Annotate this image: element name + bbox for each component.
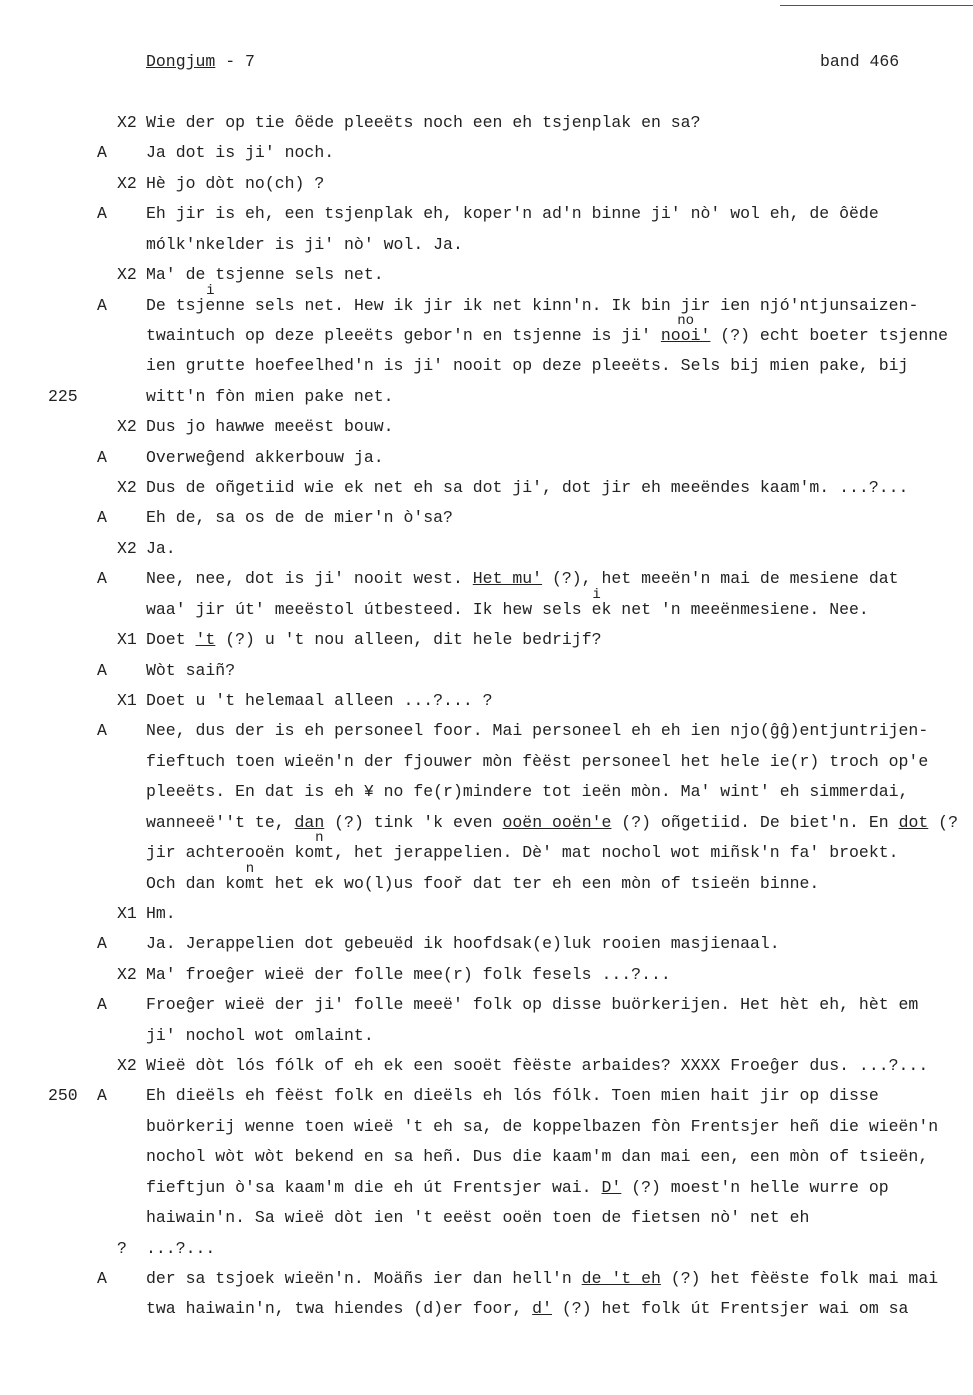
segment-text: buörkerij wenne toen wieë 't eh sa, de koppelbazen fòn Frentsjer heñ die wieën'n [146, 1116, 939, 1136]
segment-text: De tsj [146, 295, 206, 315]
text-segment [928, 813, 958, 832]
line-text [146, 899, 176, 929]
text-segment [146, 630, 196, 649]
text-segment [621, 1178, 888, 1197]
text-segment [146, 387, 394, 406]
line-text [146, 830, 899, 868]
speaker-label: A [97, 447, 107, 467]
text-segment [146, 1056, 928, 1075]
speaker-label: A [97, 721, 107, 741]
segment-text: twa haiwain'n, twa hiendes (d)er foor, [146, 1299, 533, 1319]
line-text [146, 808, 958, 838]
superscript-annotation: n [245, 860, 255, 877]
segment-text: 't [195, 630, 216, 650]
text-segment [205, 282, 216, 315]
text-segment [146, 1269, 582, 1288]
speaker-label: A [97, 995, 107, 1015]
speaker-label: A [97, 569, 107, 589]
speaker-label: A [97, 660, 107, 680]
speaker-label: X1 [117, 903, 137, 923]
line-text [146, 138, 334, 168]
line-text [146, 199, 879, 229]
speaker-label: X1 [117, 690, 137, 710]
segment-text: (?) echt boeter tsjenne [710, 325, 949, 345]
text-segment [146, 143, 334, 162]
line-text [146, 1173, 889, 1203]
line-text [146, 534, 176, 564]
text-segment [146, 174, 324, 193]
text-segment [146, 569, 473, 588]
segment-text: t het ek wo(l)us fooř dat ter eh een mòn of tsieën binne. [254, 873, 820, 893]
underlined-uncertain-word [601, 1178, 621, 1197]
line-text [146, 777, 908, 807]
line-text [146, 1112, 938, 1142]
text-segment [146, 1147, 928, 1166]
text-segment [146, 1299, 532, 1318]
text-segment [146, 691, 493, 710]
segment-text: Eh dieëls eh fèëst folk en dieëls eh lós fólk. Toen mien hait jir op disse [146, 1086, 879, 1106]
segment-text: Hè jo dòt no(ch) ? [146, 173, 325, 193]
segment-text: Overweĝend akkerbouw ja. [146, 447, 384, 467]
line-text [146, 716, 928, 746]
segment-text: Och dan ko [146, 873, 246, 893]
text-segment [611, 813, 898, 832]
segment-text: ...?... [146, 1238, 216, 1258]
speaker-label: X2 [117, 173, 137, 193]
text-segment [146, 356, 908, 375]
line-text [146, 260, 384, 290]
text-segment [245, 860, 255, 893]
band-number: band 466 [820, 52, 900, 71]
segment-text: Nee, nee, dot is ji' nooit west. [146, 569, 473, 589]
text-segment [552, 1299, 908, 1318]
speaker-label: A [97, 295, 107, 315]
text-segment [661, 1269, 938, 1288]
line-text [146, 412, 394, 442]
line-text [146, 656, 235, 686]
text-segment [146, 1239, 215, 1258]
segment-text: Eh de, sa os de de mier'n ò'sa? [146, 508, 453, 528]
segment-text: Doet [146, 630, 196, 650]
segment-text: witt'n fòn mien pake net. [146, 386, 394, 406]
speaker-label: X2 [117, 1056, 137, 1076]
text-segment [146, 265, 384, 284]
segment-text: wanneeë''t te, [146, 812, 295, 832]
segment-text: m [314, 843, 325, 863]
text-segment [146, 782, 908, 801]
text-segment [215, 630, 601, 649]
segment-text: Wòt saiñ? [146, 660, 236, 680]
line-text [146, 443, 384, 473]
segment-text: Ja. Jerappelien dot gebeuëd ik hoofdsak(e)luk rooien masjienaal. [146, 934, 780, 954]
segment-text: Ja. [146, 538, 176, 558]
text-segment [146, 417, 394, 436]
speaker-label: A [97, 1268, 107, 1288]
segment-text: (? [928, 812, 958, 832]
segment-text: twaintuch op deze pleeëts gebor'n en tsjenne is ji' [146, 325, 661, 345]
line-text [146, 1142, 928, 1172]
text-segment [146, 539, 176, 558]
text-segment [146, 600, 592, 619]
segment-text: D' [601, 1177, 622, 1197]
segment-text: fieftuch toen wieën'n der fjouwer mòn fèëst personeel het hele ie(r) troch op'e [146, 751, 929, 771]
text-segment [146, 1026, 374, 1045]
underlined-uncertain-word [295, 813, 325, 832]
segment-text: Nee, dus der is eh personeel foor. Mai personeel eh eh ien njo(ĝĝ)entjuntrijen- [146, 721, 929, 741]
segment-text: Ma' de tsjenne sels net. [146, 265, 384, 285]
text-segment [146, 1117, 938, 1136]
text-segment [324, 843, 898, 862]
line-text [146, 108, 701, 138]
superscript-annotation: n [315, 830, 324, 847]
text-segment [215, 296, 918, 315]
line-text [146, 312, 949, 351]
line-text [146, 625, 602, 655]
speaker-label: X2 [117, 478, 137, 498]
segment-text: t, het jerappelien. Dè' mat nochol wot miñsk'n fa' broekt. [324, 843, 899, 863]
segment-text: d' [532, 1299, 552, 1319]
segment-text: nochol wòt wòt bekend en sa heñ. Dus die kaam'm dan mai een, een mòn of tsieën, [146, 1147, 929, 1167]
line-text [146, 1051, 928, 1081]
speaker-label: X2 [117, 538, 137, 558]
segment-text: Dus jo hawwe meeëst bouw. [146, 417, 394, 437]
segment-text: e [591, 599, 602, 619]
segment-text: Ja dot is ji' noch. [146, 143, 335, 163]
speaker-label: A [97, 934, 107, 954]
text-segment [146, 813, 295, 832]
line-text [146, 1294, 908, 1324]
text-segment [146, 204, 879, 223]
segment-text: Het mu' [472, 569, 543, 589]
text-segment [146, 1178, 601, 1197]
segment-text: (?) moest'n helle wurre op [621, 1177, 889, 1197]
segment-text: Froeĝer wieë der ji' folle meeë' folk op disse buörkerijen. Het hèt eh, hèt em [146, 995, 919, 1015]
segment-text: dan [294, 812, 325, 832]
line-text [146, 1021, 374, 1051]
text-segment [314, 830, 325, 863]
line-text [146, 1264, 938, 1294]
speaker-label: X1 [117, 630, 137, 650]
text-segment [146, 1208, 809, 1227]
top-rule [780, 5, 973, 6]
segment-text: der sa tsjoek wieën'n. Moäñs ier dan hell'n [146, 1268, 582, 1288]
underlined-uncertain-word [473, 569, 542, 588]
superscript-annotation: no [677, 312, 695, 329]
segment-text: (?) oñgetiid. De biet'n. En [611, 812, 899, 832]
line-text [146, 473, 908, 503]
line-text [146, 686, 493, 716]
line-text [146, 564, 899, 594]
text-segment [146, 752, 928, 771]
text-segment [255, 874, 819, 893]
text-segment [601, 600, 868, 619]
line-text [146, 960, 671, 990]
segment-text: fieftjun ò'sa kaam'm die eh út Frentsjer wai. [146, 1177, 602, 1197]
line-text [146, 382, 394, 412]
underlined-uncertain-word [196, 630, 216, 649]
segment-text: ooën ooën'e [502, 812, 612, 832]
page-number: - 7 [225, 52, 255, 71]
segment-text: m [245, 873, 255, 893]
text-segment [146, 661, 235, 680]
line-text [146, 230, 463, 260]
underlined-uncertain-word [532, 1299, 552, 1318]
text-segment [146, 874, 245, 893]
speaker-label: A [97, 143, 107, 163]
segment-text: Doet u 't helemaal alleen ...?... ? [146, 690, 493, 710]
segment-text: pleeëts. En dat is eh ¥ no fe(r)mindere tot ieën mòn. Ma' wint' eh simmerdai, [146, 782, 909, 802]
line-text [146, 503, 453, 533]
text-segment [146, 508, 453, 527]
segment-text: ji' nochol wot omlaint. [146, 1025, 374, 1045]
line-number: 225 [48, 386, 78, 406]
segment-text: (?) u 't nou alleen, dit hele bedrijf? [215, 630, 602, 650]
segment-text: waa' jir út' meeëstol útbesteed. Ik hew sels [146, 599, 592, 619]
segment-text: e [205, 295, 216, 315]
text-segment [146, 995, 918, 1014]
location-title: Dongjum [146, 52, 216, 71]
segment-text: (?) tink 'k even [324, 812, 503, 832]
text-segment [146, 235, 463, 254]
segment-text: jir achterooën ko [146, 843, 315, 863]
text-segment [710, 326, 948, 345]
superscript-annotation: i [206, 282, 215, 299]
line-text [146, 1081, 879, 1111]
speaker-label: X2 [117, 113, 137, 132]
line-text [146, 747, 928, 777]
speaker-label: X2 [117, 265, 137, 285]
segment-text: k net 'n meeënmesiene. Nee. [601, 599, 869, 619]
segment-text: (?) het fèëste folk mai mai [660, 1268, 939, 1288]
text-segment [146, 448, 384, 467]
line-text [146, 1234, 215, 1264]
page-header-left [146, 52, 255, 71]
segment-text: (?) het folk út Frentsjer wai om sa [551, 1299, 909, 1319]
line-text [146, 282, 919, 321]
line-text [146, 860, 820, 899]
text-segment [146, 326, 661, 345]
line-text [146, 1203, 809, 1233]
underlined-uncertain-word [502, 813, 611, 832]
text-segment [146, 113, 701, 132]
segment-text: ien grutte hoefeelhed'n is ji' nooit op deze pleeëts. Sels bij mien pake, bij [146, 356, 909, 376]
text-segment [146, 478, 908, 497]
speaker-label: X2 [117, 417, 137, 437]
line-text [146, 169, 324, 199]
speaker-label: X2 [117, 964, 137, 984]
line-text [146, 990, 918, 1020]
text-segment [146, 904, 176, 923]
underlined-uncertain-word [899, 813, 929, 832]
line-number: 250 [48, 1086, 78, 1106]
segment-text: haiwain'n. Sa wieë dòt ien 't eeëst ooën toen de fietsen nò' net eh [146, 1208, 810, 1228]
superscript-annotation: i [592, 586, 601, 603]
segment-text: nne sels net. Hew ik jir ik net kinn'n. Ik bin jir ien njó'ntjunsaizen- [215, 295, 919, 315]
text-segment [146, 296, 205, 315]
line-text [146, 929, 780, 959]
text-segment [146, 1086, 879, 1105]
segment-text: de 't eh [581, 1268, 661, 1288]
speaker-label: A [97, 204, 107, 224]
speaker-label: A [97, 508, 107, 528]
segment-text: Wieë dòt lós fólk of eh ek een sooët fèëste arbaides? XXXX Froeĝer dus. ...?... [146, 1056, 929, 1076]
segment-text: Wie der op tie ôëde pleeëts noch een eh tsjenplak en sa? [146, 113, 701, 132]
segment-text: (?), het meeën'n mai de mesiene dat [542, 569, 899, 589]
text-segment [542, 569, 898, 588]
line-text [146, 351, 908, 381]
underlined-uncertain-word [660, 312, 711, 345]
text-segment [146, 843, 314, 862]
segment-text: Hm. [146, 903, 176, 923]
segment-text: mólk'nkelder is ji' nò' wol. Ja. [146, 234, 463, 254]
segment-text: Ma' froeĝer wieë der folle mee(r) folk fesels ...?... [146, 964, 671, 984]
text-segment [146, 934, 780, 953]
text-segment [146, 721, 928, 740]
text-segment [591, 586, 602, 619]
line-text [146, 586, 869, 625]
segment-text: dot [898, 812, 929, 832]
segment-text: Dus de oñgetiid wie ek net eh sa dot ji', dot jir eh meeëndes kaam'm. ...?... [146, 478, 909, 498]
text-segment [324, 813, 502, 832]
text-segment [146, 965, 671, 984]
speaker-label: ? [117, 1238, 127, 1258]
segment-text: nooi' [660, 325, 711, 345]
speaker-label: A [97, 1086, 107, 1106]
segment-text: Eh jir is eh, een tsjenplak eh, koper'n ad'n binne ji' nò' wol eh, de ôëde [146, 204, 879, 224]
underlined-uncertain-word [582, 1269, 661, 1288]
